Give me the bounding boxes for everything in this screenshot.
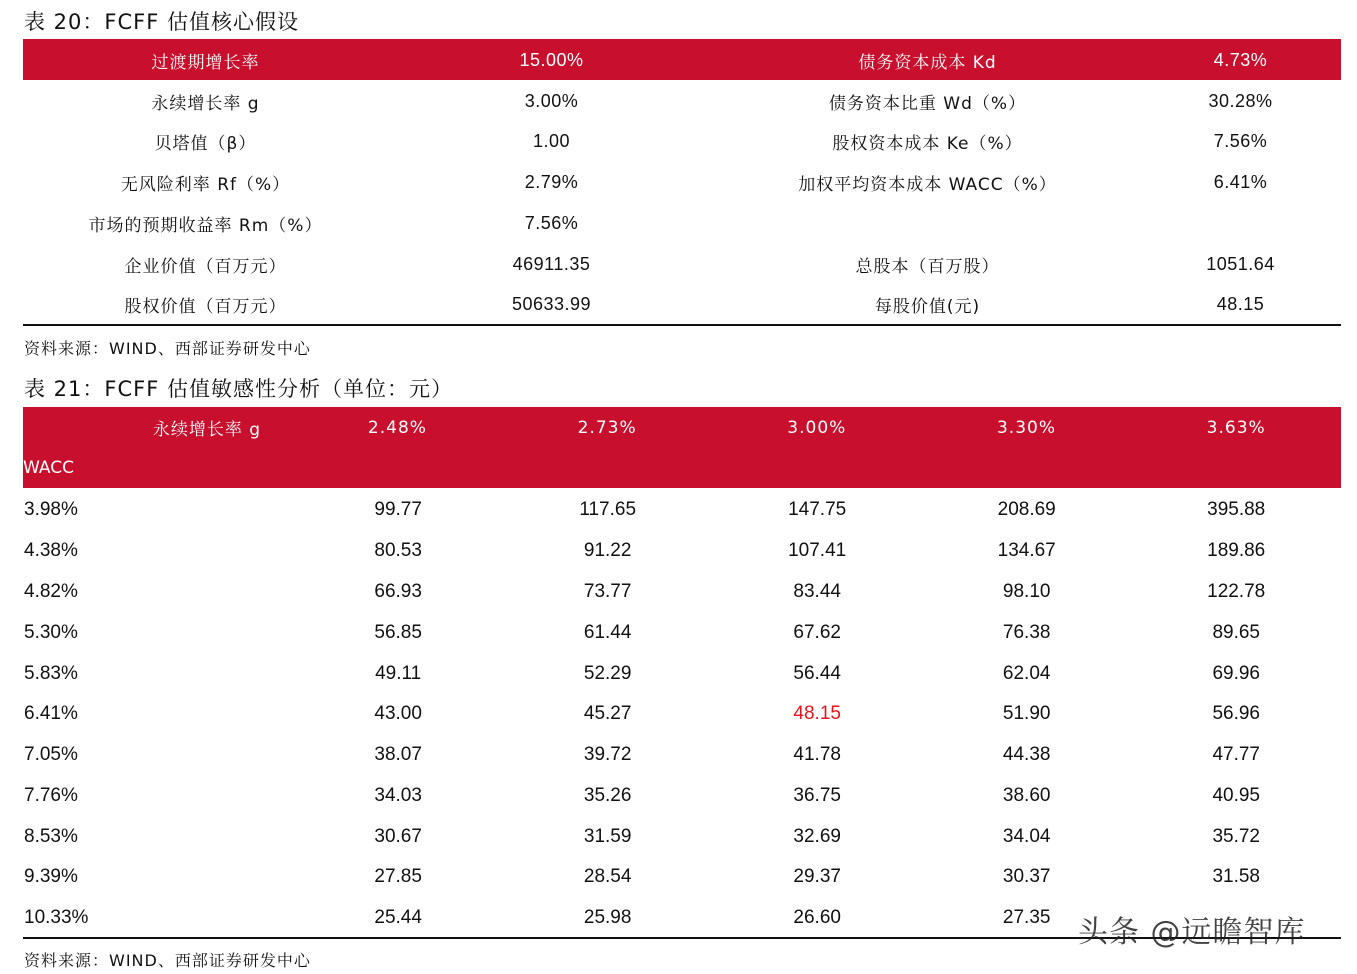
table2-value-cell: 80.53 [374,539,422,561]
table1-header-row [23,40,1341,80]
table1-cell: 无风险利率 Rf（%） [120,174,291,195]
table2-value-cell: 61.44 [583,621,632,643]
table1-row [23,284,1341,324]
table2-value-cell: 189.86 [1207,539,1266,561]
table2-value-cell: 76.38 [1002,621,1051,643]
table2-row [23,856,1341,897]
table2-row [23,693,1341,734]
watermark: 头条 @远瞻智库 [1078,915,1306,950]
table2-wacc-cell: 8.53% [24,825,78,847]
table2-value-cell: 34.04 [1002,825,1051,847]
table2-value-cell: 32.69 [793,825,841,847]
table2-value-cell: 67.62 [793,621,841,643]
table2-value-cell: 27.35 [1002,906,1051,928]
table2-value-cell: 89.65 [1212,621,1260,643]
table2-value-cell: 43.00 [374,702,422,724]
table2-value-cell: 91.22 [583,539,632,561]
table2-value-cell: 107.41 [788,539,847,561]
table2-source: 资料来源：WIND、西部证券研发中心 [24,951,311,970]
table2-wacc-cell: 5.83% [24,662,78,684]
table2-row [23,653,1341,694]
table1-cell: 7.56% [524,212,579,233]
table2-value-cell: 47.77 [1212,743,1260,765]
table2-wacc-cell: 7.76% [24,784,78,806]
table2-wacc-cell: 3.98% [24,498,78,520]
table2-value-cell: 69.96 [1212,662,1260,684]
table2-highlight-cell: 48.15 [793,702,841,724]
table1-cell: 股权资本成本 Ke（%） [832,133,1023,154]
table2-wacc-cell: 10.33% [24,906,89,928]
table2-value-cell: 147.75 [788,498,847,520]
table2-value-cell: 39.72 [583,743,632,765]
table1-cell: 每股价值(元) [874,296,981,317]
table2-value-cell: 395.88 [1207,498,1266,520]
table2-wacc-cell: 9.39% [24,865,78,887]
table1-header-cell: 4.73% [1213,49,1268,70]
table2-value-cell: 122.78 [1207,580,1266,602]
table1-cell: 6.41% [1213,171,1268,192]
table2-value-cell: 56.85 [374,621,422,643]
table2-value-cell: 56.96 [1212,702,1260,724]
table2-value-cell: 31.58 [1212,865,1260,887]
table2-row [23,775,1341,816]
table2-row-header-label: 永续增长率 g [152,420,262,440]
table2-wacc-label: WACC [23,458,74,478]
table1-cell: 3.00% [524,90,579,111]
table2-value-cell: 29.37 [793,865,841,887]
table2-wacc-cell: 6.41% [24,702,78,724]
table2-value-cell: 73.77 [583,580,632,602]
table1-source: 资料来源：WIND、西部证券研发中心 [24,339,311,358]
table2-wacc-cell: 7.05% [24,743,78,765]
table1-header-cell: 债务资本成本 Kd [858,52,997,73]
table2-value-cell: 30.37 [1002,865,1051,887]
table2-value-cell: 62.04 [1002,662,1051,684]
table2-title: 表 21：FCFF 估值敏感性分析（单位：元） [24,377,453,401]
table1-cell: 1051.64 [1206,253,1275,274]
table2-value-cell: 27.85 [374,865,422,887]
table2-value-cell: 35.72 [1212,825,1260,847]
table2-g-value: 2.48% [367,417,427,438]
table2-value-cell: 56.44 [793,662,841,684]
table2-value-cell: 208.69 [997,498,1056,520]
table1-cell: 股权价值（百万元） [124,296,287,317]
table2-value-cell: 51.90 [1002,702,1051,724]
table2-value-cell: 35.26 [583,784,632,806]
table2-row [23,530,1341,571]
table2-value-cell: 117.65 [579,498,637,520]
table2-wacc-cell: 4.38% [24,539,78,561]
table1-cell: 50633.99 [511,293,592,314]
table2-row [23,571,1341,612]
table2-value-cell: 25.44 [374,906,422,928]
table2-value-cell: 99.77 [374,498,422,520]
table2-value-cell: 26.60 [793,906,841,928]
table1-row [23,81,1341,121]
table2-g-values-row [23,407,1341,448]
table2-value-cell: 28.54 [583,865,632,887]
table1-cell: 2.79% [524,171,579,192]
table1-row [23,162,1341,202]
table2-value-cell: 98.10 [1002,580,1051,602]
table1-row [23,244,1341,284]
table1-cell: 市场的预期收益率 Rm（%） [88,215,323,236]
table2-value-cell: 44.38 [1002,743,1051,765]
table2-g-value: 3.30% [996,417,1056,438]
table2-value-cell: 41.78 [793,743,841,765]
table1-cell: 30.28% [1208,90,1273,111]
table2-value-cell: 36.75 [793,784,841,806]
table1-cell: 46911.35 [512,253,591,274]
table2-value-cell: 38.07 [374,743,422,765]
table2-value-cell: 40.95 [1212,784,1260,806]
table2-value-cell: 49.11 [375,662,422,684]
table2-wacc-cell: 5.30% [24,621,78,643]
table2-row [23,612,1341,653]
table2-value-cell: 83.44 [793,580,841,602]
table2-wacc-cell: 4.82% [24,580,78,602]
table2-value-cell: 134.67 [997,539,1056,561]
table1-bottom-rule [23,324,1341,326]
table1-cell: 贝塔值（β） [154,133,257,154]
table1-row [23,203,1341,243]
table2-value-cell: 34.03 [374,784,422,806]
table2-value-cell: 52.29 [583,662,632,684]
table2-value-cell: 31.59 [583,825,632,847]
table2-value-cell: 38.60 [1002,784,1051,806]
table2-value-cell: 25.98 [583,906,632,928]
table1-cell: 企业价值（百万元） [124,256,287,277]
table2-g-value: 3.00% [787,417,847,438]
table1-cell: 债务资本比重 Wd（%） [828,93,1027,114]
table2-g-value: 2.73% [577,417,637,438]
table1-header-cell: 过渡期增长率 [151,52,260,73]
table2-row [23,489,1341,530]
table1-row [23,121,1341,161]
table1-title: 表 20：FCFF 估值核心假设 [24,10,299,34]
table2-row [23,734,1341,775]
table1-cell: 总股本（百万股） [855,256,1000,277]
table2-value-cell: 45.27 [583,702,632,724]
table2-value-cell: 66.93 [374,580,422,602]
table2-g-value: 3.63% [1206,417,1266,438]
table1-header-cell: 15.00% [519,49,584,70]
table1-cell: 1.00 [532,130,571,151]
table2-row [23,816,1341,857]
table1-cell: 加权平均资本成本 WACC（%） [798,174,1057,195]
table1-cell: 永续增长率 g [151,93,260,114]
table2-value-cell: 30.67 [374,825,422,847]
table1-cell: 48.15 [1216,293,1265,314]
table1-cell: 7.56% [1213,130,1268,151]
